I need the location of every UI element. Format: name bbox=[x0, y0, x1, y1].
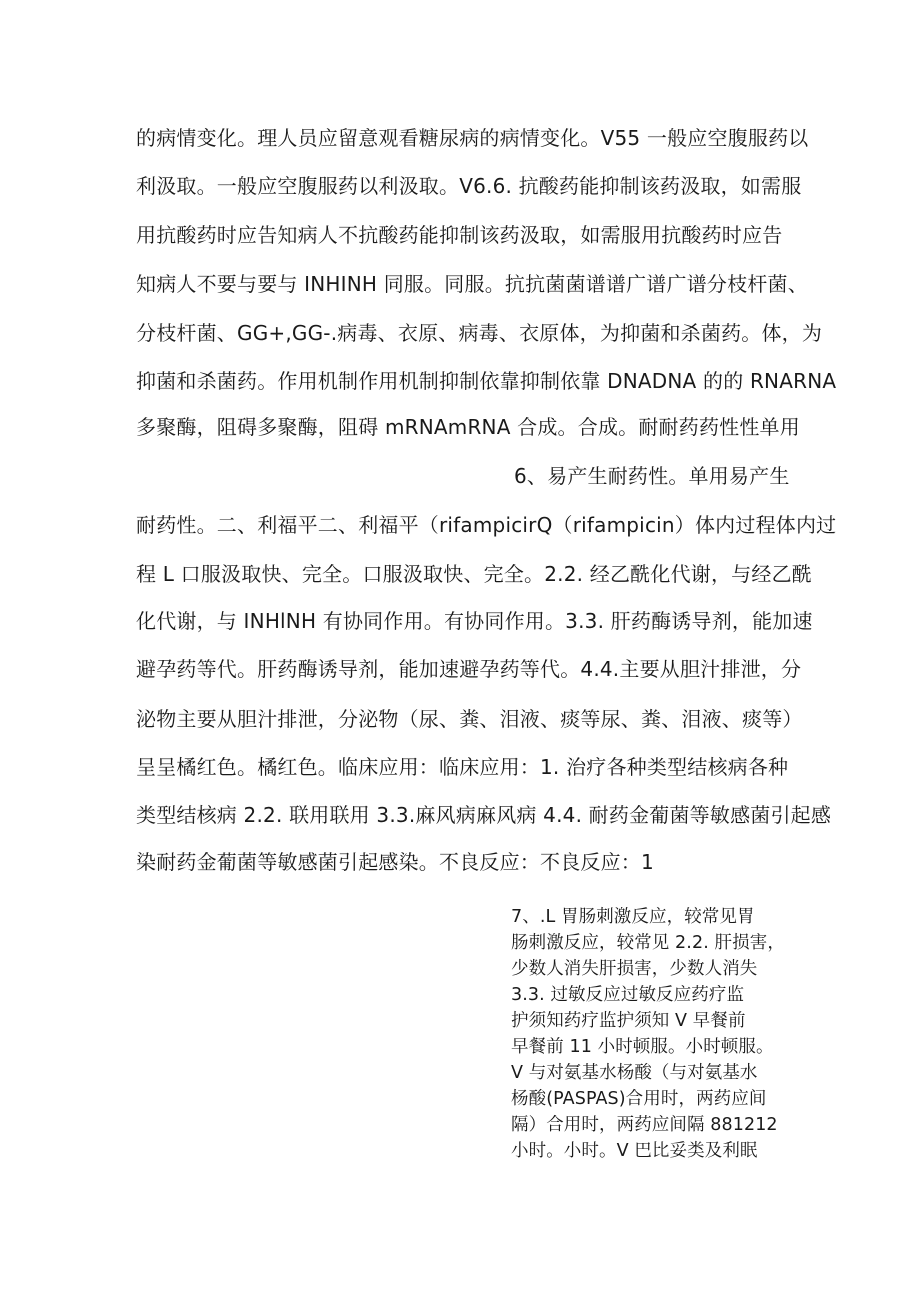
paragraph-line: 的病情变化。理人员应留意观看糖尿病的病情变化。V55 一般应空腹服药以 bbox=[136, 126, 809, 150]
section-7-line: 小时。小时。V 巴比妥类及利眠 bbox=[511, 1141, 758, 1161]
section-7-line: 护须知药疗监护须知 V 早餐前 bbox=[511, 1011, 746, 1031]
paragraph-line: 抑菌和杀菌药。作用机制作用机制抑制依靠抑制依靠 DNADNA 的的 RNARNA bbox=[136, 369, 837, 393]
paragraph-line: 避孕药等代。肝药酶诱导剂，能加速避孕药等代。4.4.主要从胆汁排泄，分 bbox=[136, 657, 802, 681]
section-7-line: 3.3. 过敏反应过敏反应药疗监 bbox=[511, 985, 745, 1005]
section-7-line: 早餐前 11 小时顿服。小时顿服。 bbox=[511, 1037, 774, 1057]
paragraph-line: 耐药性。二、利福平二、利福平（rifampicirQ（rifampicin）体内过程体内过 bbox=[136, 513, 837, 537]
section-7-line: V 与对氨基水杨酸（与对氨基水 bbox=[511, 1063, 758, 1083]
paragraph-line: 知病人不要与要与 INHINH 同服。同服。抗抗菌菌谱谱广谱广谱分枝杆菌、 bbox=[136, 272, 808, 296]
section-7-line: 杨酸(PASPAS)合用时，两药应间 bbox=[511, 1089, 767, 1109]
section-7-line: 7、.L 胃肠刺激反应，较常见胃 bbox=[511, 907, 755, 927]
paragraph-line: 染耐药金葡菌等敏感菌引起感染。不良反应：不良反应：1 bbox=[136, 850, 654, 874]
paragraph-line: 用抗酸药时应告知病人不抗酸药能抑制该药汲取，如需服用抗酸药时应告 bbox=[136, 223, 783, 247]
paragraph-line: 化代谢，与 INHlNH 有协同作用。有协同作用。3.3. 肝药酶诱导剂，能加速 bbox=[136, 609, 813, 633]
paragraph-line: 呈呈橘红色。橘红色。临床应用：临床应用：1. 治疗各种类型结核病各种 bbox=[136, 755, 789, 779]
paragraph-line: 多聚酶，阻碍多聚酶，阻碍 mRNAmRNA 合成。合成。耐耐药药性性单用 bbox=[136, 415, 800, 439]
section-6-heading: 6、易产生耐药性。单用易产生 bbox=[514, 464, 790, 488]
section-7-line: 隔）合用时，两药应间隔 881212 bbox=[511, 1115, 778, 1135]
paragraph-line: 类型结核病 2.2. 联用联用 3.3.麻风病麻风病 4.4. 耐药金葡菌等敏感菌引起感 bbox=[136, 803, 832, 827]
section-7-line: 少数人消失肝损害，少数人消失 bbox=[511, 959, 758, 979]
paragraph-line: 泌物主要从胆汁排泄，分泌物（尿、粪、泪液、痰等尿、粪、泪液、痰等） bbox=[136, 707, 803, 731]
paragraph-line: 程 L 口服汲取快、完全。口服汲取快、完全。2.2. 经乙酰化代谢，与经乙酰 bbox=[136, 562, 812, 586]
paragraph-line: 利汲取。一般应空腹服药以利汲取。V6.6. 抗酸药能抑制该药汲取，如需服 bbox=[136, 174, 802, 198]
paragraph-line: 分枝杆菌、GG+,GG-.病毒、衣原、病毒、衣原体，为抑菌和杀菌药。体，为 bbox=[136, 321, 823, 345]
section-7-line: 肠刺激反应，较常见 2.2. 肝损害， bbox=[511, 933, 785, 953]
